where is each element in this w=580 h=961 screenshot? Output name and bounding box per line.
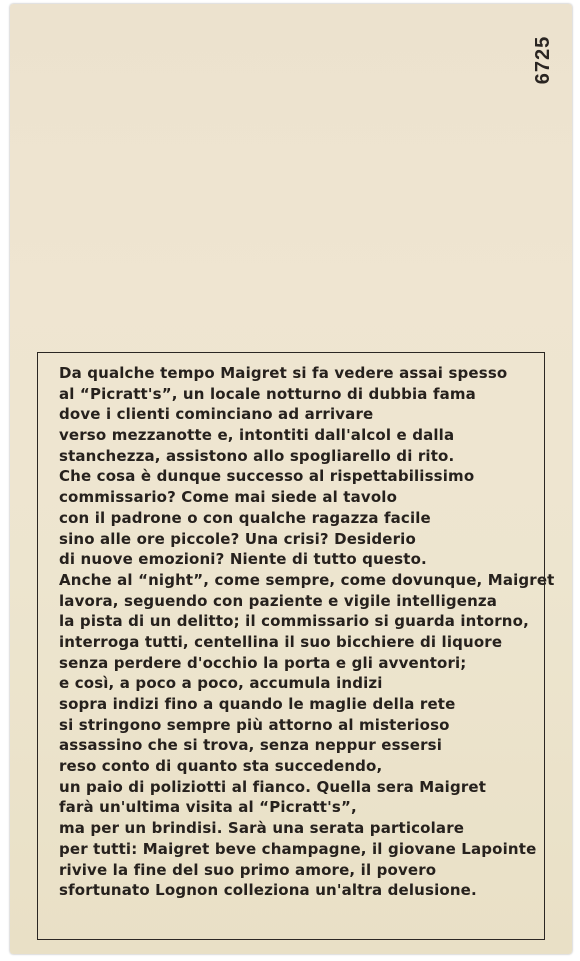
blurb-line: ma per un brindisi. Sarà una serata particolare bbox=[59, 819, 465, 838]
blurb-line: farà un'ultima visita al “Picratt's”, bbox=[59, 798, 357, 817]
blurb-line: dove i clienti cominciano ad arrivare bbox=[59, 405, 374, 424]
blurb-line: sino alle ore piccole? Una crisi? Desiderio bbox=[59, 529, 416, 548]
blurb-line: un paio di poliziotti al fianco. Quella sera Maigret bbox=[59, 777, 487, 796]
blurb-line: commissario? Come mai siede al tavolo bbox=[59, 488, 398, 507]
blurb-line: Che cosa è dunque successo al rispettabilissimo bbox=[59, 467, 475, 486]
blurb-line: per tutti: Maigret beve champagne, il giovane Lapointe bbox=[59, 839, 537, 858]
blurb-text bbox=[59, 363, 555, 901]
blurb-line: Anche al “night”, come sempre, come dovunque, Maigret bbox=[59, 570, 555, 589]
blurb-line: con il padrone o con qualche ragazza facile bbox=[59, 508, 431, 527]
blurb-line: reso conto di quanto sta succedendo, bbox=[59, 757, 383, 776]
blurb-line: Da qualche tempo Maigret si fa vedere assai spesso bbox=[59, 364, 508, 382]
blurb-line: sfortunato Lognon colleziona un'altra delusione. bbox=[59, 881, 477, 900]
catalog-number: 6725 bbox=[531, 35, 554, 85]
blurb-line: sopra indizi fino a quando le maglie della rete bbox=[59, 695, 456, 713]
blurb-line: interroga tutti, centellina il suo bicchiere di liquore bbox=[59, 632, 503, 651]
blurb-line: verso mezzanotte e, intontiti dall'alcol e dalla bbox=[59, 426, 455, 445]
blurb-line: si stringono sempre più attorno al misterioso bbox=[59, 715, 450, 734]
blurb-line: di nuove emozioni? Niente di tutto questo. bbox=[59, 550, 427, 569]
blurb-line: stanchezza, assistono allo spogliarello di rito. bbox=[59, 446, 455, 465]
blurb-line: la pista di un delitto; il commissario si guarda intorno, bbox=[59, 612, 529, 631]
blurb-line: assassino che si trova, senza neppur essersi bbox=[59, 736, 443, 755]
blurb-line: senza perdere d'occhio la porta e gli avventori; bbox=[59, 653, 467, 672]
blurb-line: al “Picratt's”, un locale notturno di dubbia fama bbox=[59, 384, 476, 403]
blurb-line: lavora, seguendo con paziente e vigile intelligenza bbox=[59, 591, 498, 610]
blurb-line: e così, a poco a poco, accumula indizi bbox=[59, 674, 383, 693]
blurb-line: rivive la fine del suo primo amore, il povero bbox=[59, 860, 437, 879]
